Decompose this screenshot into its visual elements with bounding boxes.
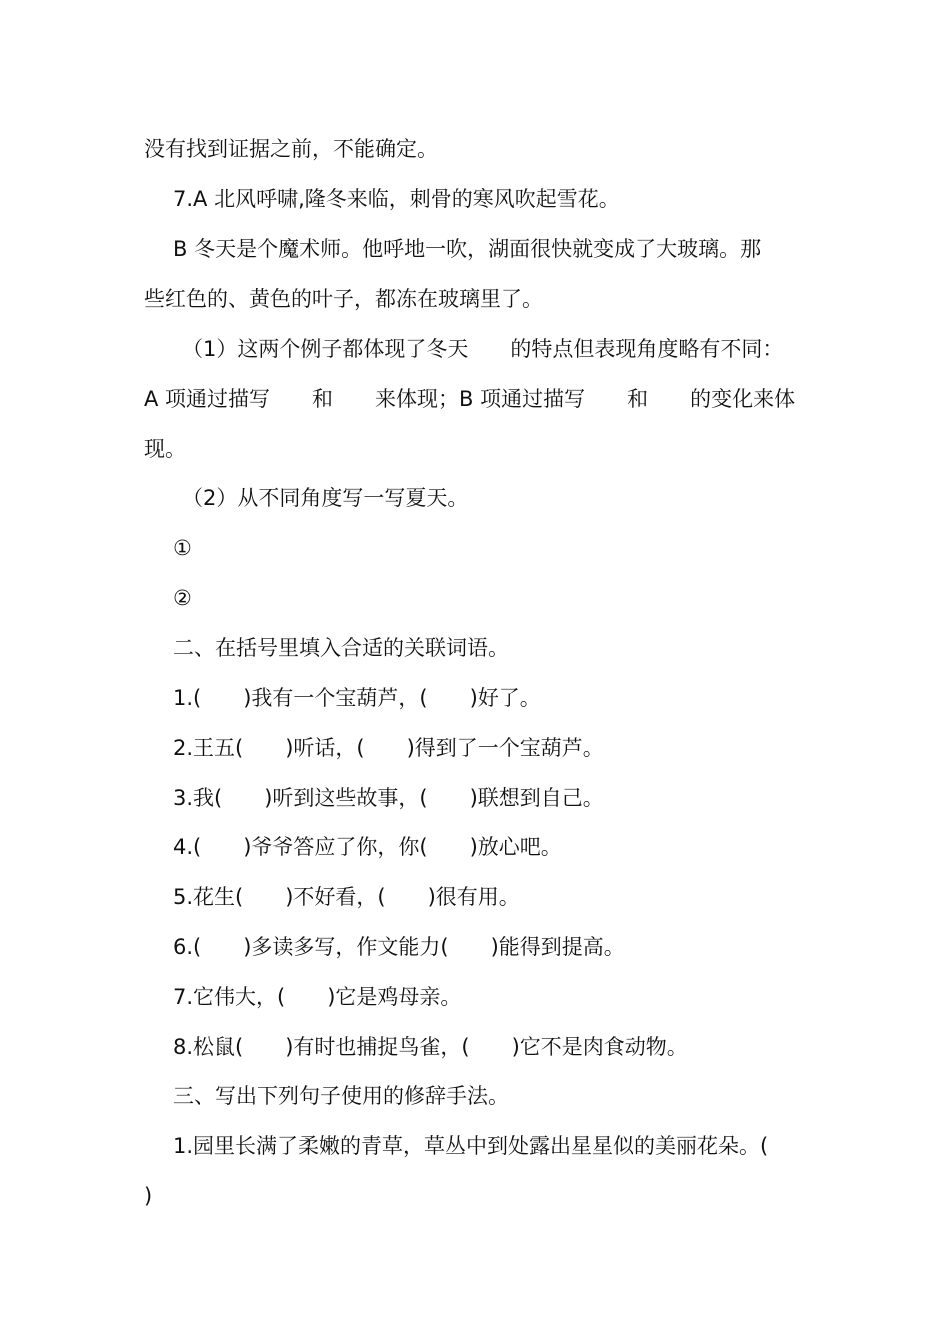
question-7-part-1: （1）这两个例子都体现了冬天 的特点但表现角度略有不同：: [182, 337, 784, 361]
section-2-item-1: 1.( )我有一个宝葫芦，( )好了。: [173, 686, 541, 710]
section-2-item-8: 8.松鼠( )有时也捕捉鸟雀，( )它不是肉食动物。: [173, 1035, 688, 1059]
answer-item-2: ②: [173, 586, 192, 610]
section-2-item-3: 3.我( )听到这些故事，( )联想到自己。: [173, 786, 604, 810]
section-3-item-1-continued: ): [144, 1184, 153, 1208]
section-2-heading: 二、在括号里填入合适的关联词语。: [173, 636, 509, 660]
question-7-sentence-b: B 冬天是个魔术师。他呼地一吹，湖面很快就变成了大玻璃。那: [173, 237, 762, 261]
section-2-item-4: 4.( )爷爷答应了你，你( )放心吧。: [173, 835, 562, 859]
section-3-heading: 三、写出下列句子使用的修辞手法。: [173, 1084, 509, 1108]
question-7-part-2: （2）从不同角度写一写夏天。: [182, 486, 469, 510]
section-2-item-5: 5.花生( )不好看，( )很有用。: [173, 885, 520, 909]
question-7-part-1-continued: A 项通过描写 和 来体现；B 项通过描写 和 的变化来体: [144, 387, 796, 411]
question-7-sentence-b-continued: 些红色的、黄色的叶子，都冻在玻璃里了。: [144, 287, 543, 311]
paragraph-continuation: 没有找到证据之前，不能确定。: [144, 137, 438, 161]
question-7-sentence-a: 7.A 北风呼啸,隆冬来临，刺骨的寒风吹起雪花。: [173, 187, 620, 211]
section-2-item-7: 7.它伟大，( )它是鸡母亲。: [173, 985, 462, 1009]
section-3-item-1: 1.园里长满了柔嫩的青草，草丛中到处露出星星似的美丽花朵。(: [173, 1134, 769, 1158]
answer-item-1: ①: [173, 536, 192, 560]
question-7-part-1-end: 现。: [144, 437, 186, 461]
section-2-item-2: 2.王五( )听话，( )得到了一个宝葫芦。: [173, 736, 604, 760]
section-2-item-6: 6.( )多读多写，作文能力( )能得到提高。: [173, 935, 625, 959]
